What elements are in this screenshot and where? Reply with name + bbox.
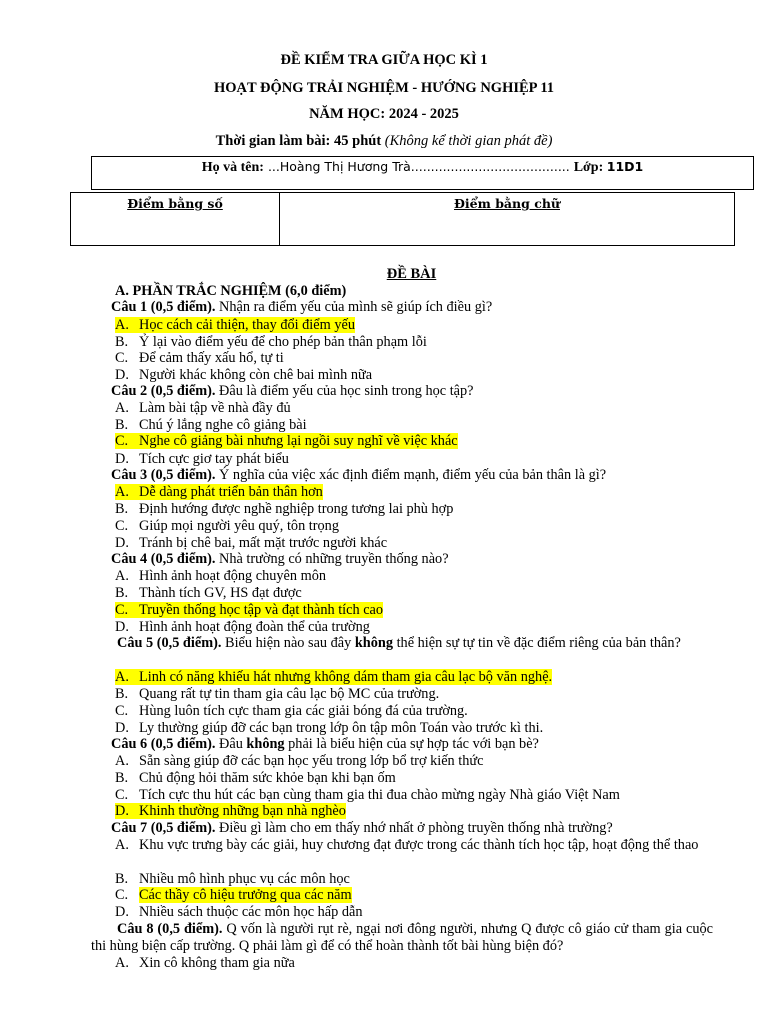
exam-heading: ĐỀ KIỂM TRA GIỮA HỌC KÌ 1 <box>280 52 488 68</box>
option-key: D. <box>115 803 129 819</box>
question-label: Câu 1 (0,5 điểm). <box>111 299 216 315</box>
student-info-box <box>91 156 754 190</box>
q6-option-d[interactable] <box>115 803 346 820</box>
option-text: Học cách cải thiện, thay đổi điểm yếu <box>139 317 355 333</box>
q5-option-d[interactable] <box>115 720 543 737</box>
option-key: D. <box>115 619 129 635</box>
q1-option-c[interactable] <box>115 350 284 367</box>
option-text: Tích cực thu hút các bạn cùng tham gia thi đua chào mừng ngày Nhà giáo Việt Nam <box>139 787 620 803</box>
option-text: Để cảm thấy xấu hổ, tự ti <box>139 350 284 366</box>
option-text: Nhiều sách thuộc các môn học hấp dẫn <box>139 904 363 920</box>
option-text: Tích cực giơ tay phát biểu <box>139 451 289 467</box>
question-text: Đâu <box>215 736 247 752</box>
q5-option-c[interactable] <box>115 703 468 720</box>
option-key: C. <box>115 350 129 366</box>
option-key: B. <box>115 686 129 702</box>
time-note: (Không kể thời gian phát đề) <box>384 133 553 149</box>
option-key: C. <box>115 602 129 618</box>
score-number-cell[interactable]: Điểm bằng số <box>71 193 280 245</box>
option-key: B. <box>115 585 129 601</box>
q4-option-d[interactable] <box>115 619 370 636</box>
q2-option-c[interactable] <box>115 433 458 450</box>
q4-option-b[interactable] <box>115 585 302 602</box>
option-key: D. <box>115 904 129 920</box>
option-text: Chú ý lắng nghe cô giảng bài <box>139 417 307 433</box>
question-text: Nhận ra điểm yếu của mình sẽ giúp ích điều gì? <box>215 299 493 315</box>
class-label: Lớp: <box>573 160 607 175</box>
option-text: Hùng luôn tích cực tham gia các giải bóng đá của trường. <box>139 703 468 719</box>
time-label: Thời gian làm bài: 45 phút <box>215 133 382 149</box>
question-text: Biểu hiện nào sau đây <box>221 635 355 651</box>
q1-option-d[interactable] <box>115 367 372 384</box>
option-text: Ỷ lại vào điểm yếu để cho phép bản thân phạm lỗi <box>139 334 427 350</box>
q7-option-d[interactable] <box>115 904 363 921</box>
question-4 <box>111 551 449 568</box>
option-text: Sẵn sàng giúp đỡ các bạn học yếu trong lớp bổ trợ kiến thức <box>139 753 484 769</box>
option-text: Hình ảnh hoạt động đoàn thể của trường <box>139 619 370 635</box>
option-text: Nhiều mô hình phục vụ các môn học <box>139 871 350 887</box>
question-text: Nhà trường có những truyền thống nào? <box>215 551 449 567</box>
option-text: Thành tích GV, HS đạt được <box>139 585 302 601</box>
q3-option-b[interactable] <box>115 501 453 518</box>
q3-option-c[interactable] <box>115 518 339 535</box>
score-words-cell[interactable]: Điểm bằng chữ <box>453 196 560 211</box>
q6-option-c[interactable] <box>115 787 620 804</box>
option-text: Quang rất tự tin tham gia câu lạc bộ MC của trường. <box>139 686 440 702</box>
question-label: Câu 8 (0,5 điểm). <box>117 921 223 937</box>
q6-option-b[interactable] <box>115 770 396 787</box>
q8-option-a[interactable] <box>115 955 295 972</box>
question-label: Câu 7 (0,5 điểm). <box>111 820 216 836</box>
section-a-heading: A. PHẦN TRẮC NGHIỆM (6,0 điểm) <box>115 283 347 299</box>
subject-heading: HOẠT ĐỘNG TRẢI NGHIỆM - HƯỚNG NGHIỆP 11 <box>213 80 555 96</box>
option-key: A. <box>115 568 129 584</box>
question-label: Câu 5 (0,5 điểm). <box>117 635 222 651</box>
option-text: Các thầy cô hiệu trưởng qua các năm <box>139 887 352 903</box>
option-text: Định hướng được nghề nghiệp trong tương lai phù hợp <box>139 501 454 517</box>
question-7 <box>111 820 613 837</box>
option-key: B. <box>115 417 129 433</box>
question-5 <box>91 635 713 652</box>
option-key: A. <box>115 317 129 333</box>
option-key: B. <box>115 501 129 517</box>
question-text: Điều gì làm cho em thấy nhớ nhất ở phòng truyền thống nhà trường? <box>215 820 613 836</box>
question-label: Câu 4 (0,5 điểm). <box>111 551 216 567</box>
q2-option-d[interactable] <box>115 451 289 468</box>
question-text: Đâu là điểm yếu của học sinh trong học tập? <box>215 383 474 399</box>
emphasis-word: không <box>354 635 394 651</box>
q2-option-b[interactable] <box>115 417 307 434</box>
q7-option-b[interactable] <box>115 871 350 888</box>
option-key: A. <box>115 484 129 500</box>
option-key: D. <box>115 451 129 467</box>
emphasis-word: không <box>246 736 285 752</box>
class-field[interactable]: 11D1 <box>606 159 644 174</box>
option-key: B. <box>115 770 129 786</box>
question-text: Ý nghĩa của việc xác định điểm mạnh, điểm yếu của bản thân là gì? <box>215 467 607 483</box>
question-label: Câu 2 (0,5 điểm). <box>111 383 216 399</box>
question-2 <box>111 383 474 400</box>
q1-option-a[interactable] <box>115 317 355 334</box>
option-key: D. <box>115 720 129 736</box>
option-key: D. <box>115 367 129 383</box>
option-text: Xin cô không tham gia nữa <box>139 955 295 971</box>
option-key: A. <box>115 753 129 769</box>
option-text: Người khác không còn chê bai mình nữa <box>139 367 373 383</box>
option-text: Làm bài tập về nhà đầy đủ <box>139 400 291 416</box>
question-3 <box>111 467 606 484</box>
exam-title: ĐỀ BÀI <box>386 266 437 282</box>
option-key: C. <box>115 518 129 534</box>
q7-option-a[interactable] <box>115 837 735 854</box>
time-info <box>0 132 768 150</box>
option-text: Ly thường giúp đỡ các bạn trong lớp ôn tập môn Toán vào trước kì thi. <box>139 720 544 736</box>
option-key: A. <box>115 400 129 416</box>
school-year: NĂM HỌC: 2024 - 2025 <box>309 106 459 122</box>
option-text: Giúp mọi người yêu quý, tôn trọng <box>139 518 339 534</box>
option-text: Dễ dàng phát triển bản thân hơn <box>139 484 323 500</box>
option-key: A. <box>115 837 129 853</box>
option-key: A. <box>115 955 129 971</box>
option-text: Truyền thống học tập và đạt thành tích cao <box>139 602 384 618</box>
option-text: Hình ảnh hoạt động chuyên môn <box>139 568 327 584</box>
option-key: D. <box>115 535 129 551</box>
option-key: C. <box>115 887 129 903</box>
option-text: Nghe cô giảng bài nhưng lại ngồi suy nghĩ về việc khác <box>139 433 458 449</box>
question-8 <box>91 921 713 955</box>
q3-option-a[interactable] <box>115 484 323 501</box>
option-key: C. <box>115 787 129 803</box>
name-field[interactable]: ...Hoàng Thị Hương Trà........................................ <box>263 159 574 174</box>
score-table <box>70 192 735 246</box>
option-key: C. <box>115 433 129 449</box>
name-label: Họ và tên: <box>201 160 264 175</box>
option-text: Khu vực trưng bày các giải, huy chương đạt được trong các thành tích học tập, hoạt động thể thao <box>139 837 699 853</box>
option-key: B. <box>115 334 129 350</box>
question-6 <box>111 736 539 753</box>
q1-option-b[interactable] <box>115 334 427 351</box>
q3-option-d[interactable] <box>115 535 387 552</box>
q7-option-c[interactable] <box>115 887 352 904</box>
question-text: phải là biểu hiện của sự hợp tác với bạn bè? <box>284 736 539 752</box>
option-text: Khinh thường những bạn nhà nghèo <box>139 803 346 819</box>
option-text: Tránh bị chê bai, mất mặt trước người khác <box>139 535 388 551</box>
q4-option-c[interactable] <box>115 602 383 619</box>
option-key: C. <box>115 703 129 719</box>
q6-option-a[interactable] <box>115 753 484 770</box>
option-key: A. <box>115 669 129 685</box>
option-text: Linh có năng khiếu hát nhưng không dám tham gia câu lạc bộ văn nghệ. <box>139 669 553 685</box>
question-text: thể hiện sự tự tin về đặc điểm riêng của bản thân? <box>393 635 681 651</box>
question-text: Q vốn là người rụt rè, ngại nơi đông người, nhưng Q được cô giáo cử tham gia cuộc thi hùng biện cấp trường. Q phải làm gì để có thể hoàn thành tốt bài hùng biện đó? <box>91 921 713 954</box>
q5-option-a[interactable] <box>115 669 552 686</box>
q5-option-b[interactable] <box>115 686 439 703</box>
question-1 <box>111 299 492 316</box>
question-label: Câu 3 (0,5 điểm). <box>111 467 216 483</box>
q2-option-a[interactable] <box>115 400 291 417</box>
question-label: Câu 6 (0,5 điểm). <box>111 736 216 752</box>
q4-option-a[interactable] <box>115 568 326 585</box>
option-text: Chủ động hỏi thăm sức khỏe bạn khi bạn ốm <box>139 770 396 786</box>
option-key: B. <box>115 871 129 887</box>
